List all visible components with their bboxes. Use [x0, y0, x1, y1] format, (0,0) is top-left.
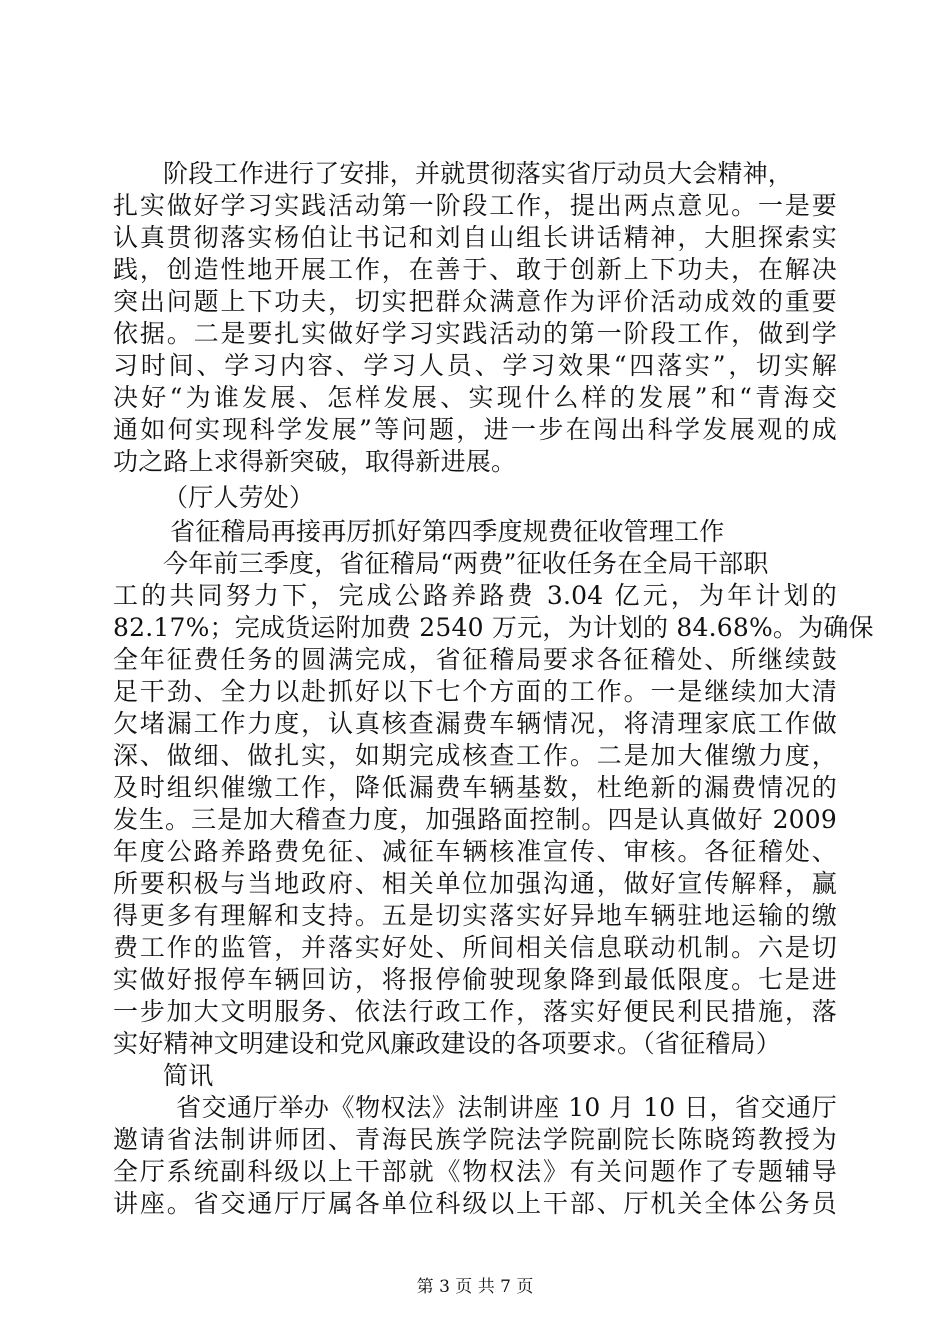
body-line-9: 通如何实现科学发展”等问题，进一步在闯出科学发展观的成: [113, 415, 837, 444]
body-line-28: 实好精神文明建设和党风廉政建设的各项要求。（省征稽局）: [113, 1029, 781, 1058]
body-line-19: 深、做细、做扎实，如期完成核查工作。二是加大催缴力度，: [113, 741, 837, 770]
body-line-4: 践，创造性地开展工作，在善于、敢于创新上下功夫，在解决: [113, 255, 837, 284]
body-line-25: 费工作的监管，并落实好处、所间相关信息联动机制。六是切: [113, 933, 837, 962]
body-line-2: 扎实做好学习实践活动第一阶段工作，提出两点意见。一是要: [113, 191, 837, 220]
body-line-31: 邀请省法制讲师团、青海民族学院法学院副院长陈晓筠教授为: [113, 1125, 837, 1154]
body-line-14: 工的共同努力下，完成公路养路费 3.04 亿元，为年计划的: [113, 581, 837, 610]
body-line-23: 所要积极与当地政府、相关单位加强沟通，做好宣传解释，赢: [113, 869, 837, 898]
body-line-18: 欠堵漏工作力度，认真核查漏费车辆情况，将清理家底工作做: [113, 709, 837, 738]
body-line-6: 依据。二是要扎实做好学习实践活动的第一阶段工作，做到学: [113, 319, 837, 348]
body-line-10: 功之路上求得新突破，取得新进展。: [113, 447, 517, 476]
body-line-26: 实做好报停车辆回访，将报停偷驶现象降到最低限度。七是进: [113, 965, 837, 994]
body-line-21: 发生。三是加大稽查力度，加强路面控制。四是认真做好 2009: [113, 805, 837, 834]
page-footer: 第 3 页 共 7 页: [416, 1277, 534, 1297]
section-heading: 简讯: [163, 1061, 214, 1090]
body-line-1: 阶段工作进行了安排，并就贯彻落实省厅动员大会精神，: [163, 159, 794, 188]
body-line-16: 全年征费任务的圆满完成，省征稽局要求各征稽处、所继续鼓: [113, 645, 837, 674]
body-line-20: 及时组织催缴工作，降低漏费车辆基数，杜绝新的漏费情况的: [113, 773, 837, 802]
body-line-24: 得更多有理解和支持。五是切实落实好异地车辆驻地运输的缴: [113, 901, 837, 930]
body-line-13: 今年前三季度，省征稽局“两费”征收任务在全局干部职: [163, 549, 769, 578]
body-line-7: 习时间、学习内容、学习人员、学习效果“四落实”，切实解: [113, 351, 837, 380]
body-line-27: 一步加大文明服务、依法行政工作，落实好便民利民措施，落: [113, 997, 837, 1026]
source-note: （厅人劳处）: [163, 483, 315, 512]
body-line-5: 突出问题上下功夫，切实把群众满意作为评价活动成效的重要: [113, 287, 837, 316]
body-line-8: 决好“为谁发展、怎样发展、实现什么样的发展”和“青海交: [113, 383, 837, 412]
body-line-15: 82.17%；完成货运附加费 2540 万元，为计划的 84.68%。为确保: [113, 613, 874, 642]
body-line-17: 足干劲、全力以赴抓好以下七个方面的工作。一是继续加大清: [113, 677, 837, 706]
body-line-33: 讲座。省交通厅厅属各单位科级以上干部、厅机关全体公务员: [113, 1189, 837, 1218]
body-line-32: 全厅系统副科级以上干部就《物权法》有关问题作了专题辅导: [113, 1157, 837, 1186]
article-title: 省征稽局再接再厉抓好第四季度规费征收管理工作: [170, 517, 725, 546]
body-line-30: 省交通厅举办《物权法》法制讲座 10 月 10 日，省交通厅: [176, 1093, 837, 1122]
body-line-22: 年度公路养路费免征、减征车辆核准宣传、审核。各征稽处、: [113, 837, 837, 866]
body-line-3: 认真贯彻落实杨伯让书记和刘自山组长讲话精神，大胆探索实: [113, 223, 837, 252]
